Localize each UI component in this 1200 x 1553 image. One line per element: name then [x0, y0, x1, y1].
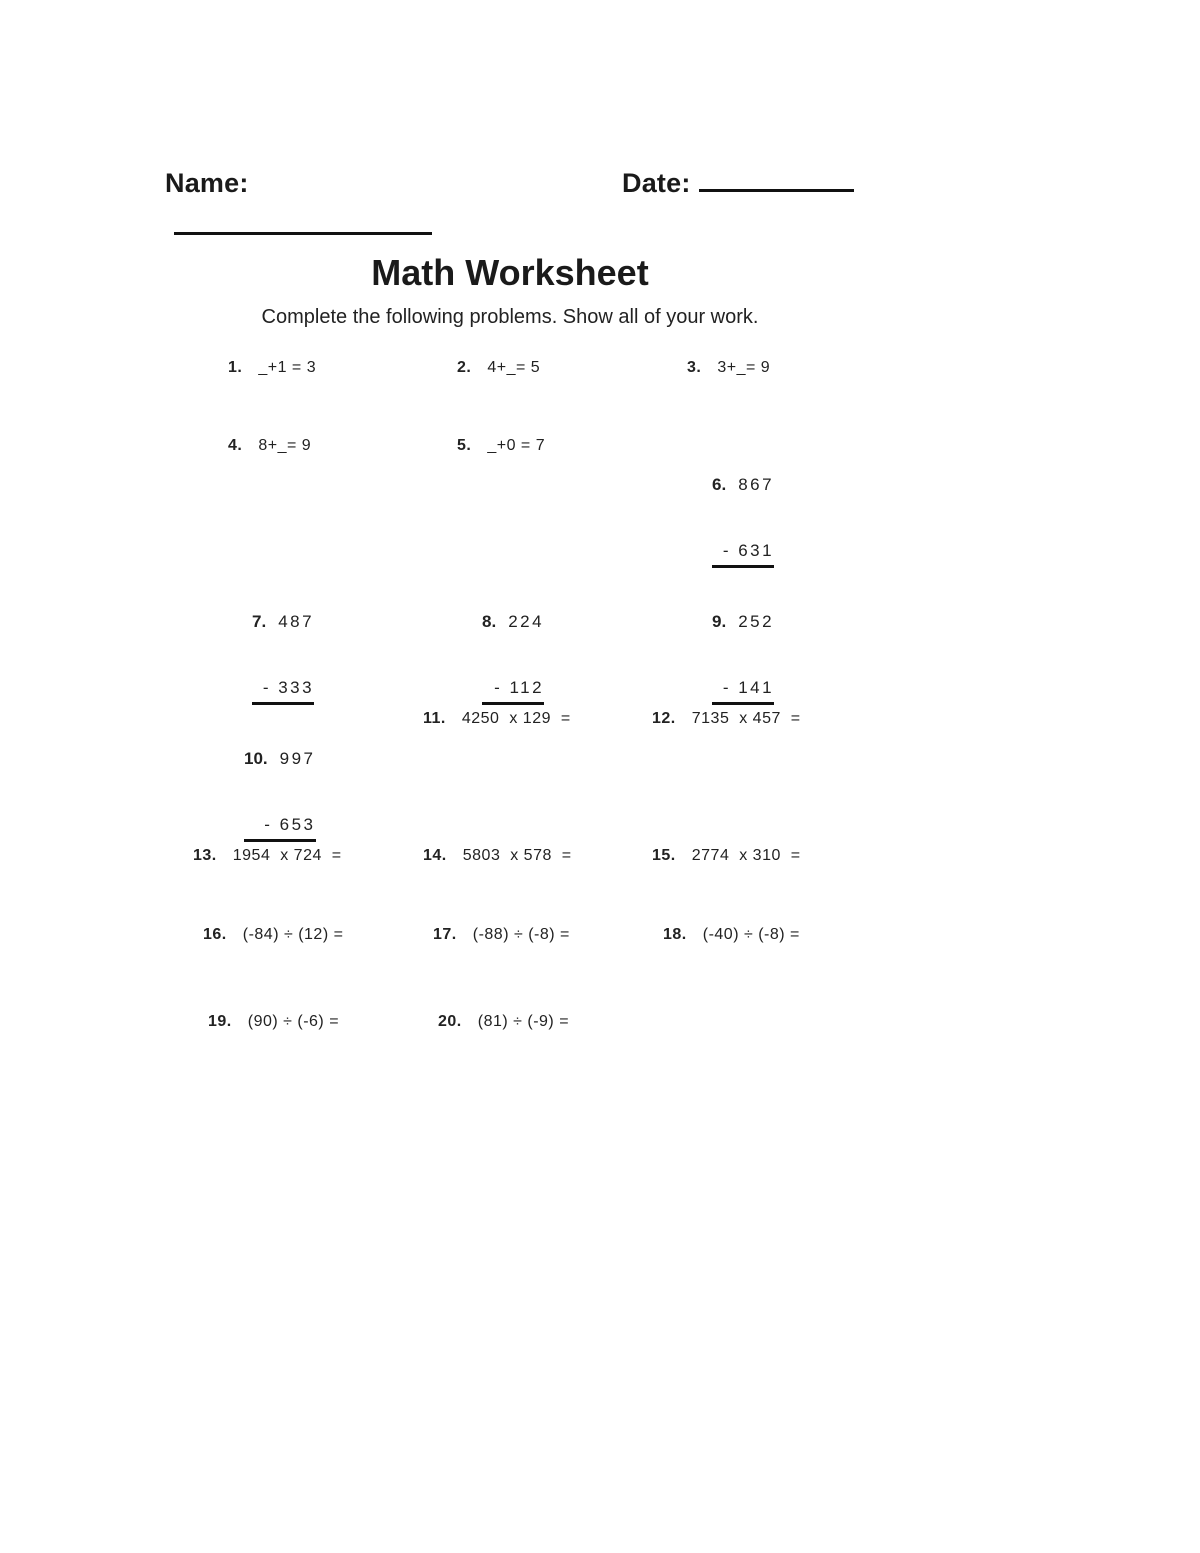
problem-1 — [228, 359, 316, 377]
problem-9 — [712, 572, 774, 725]
problem-bottom-number: - 141 — [712, 678, 774, 705]
problem-number: 13. — [193, 847, 217, 864]
worksheet-title: Math Worksheet — [371, 252, 649, 293]
problem-15 — [652, 847, 801, 865]
problem-16 — [203, 926, 343, 944]
problem-number: 9. — [712, 612, 727, 631]
problem-bottom-number: - 112 — [482, 678, 544, 705]
problem-11 — [423, 710, 571, 728]
problem-bottom-number: - 333 — [252, 678, 314, 705]
problem-text: (90) ÷ (-6) = — [247, 1013, 340, 1030]
problem-14 — [423, 847, 572, 865]
problem-bottom-number: - 631 — [712, 541, 774, 568]
problem-13 — [193, 847, 342, 865]
problem-number: 10. — [244, 749, 268, 768]
problem-10 — [244, 709, 316, 862]
problem-number: 16. — [203, 926, 227, 943]
problem-text: 4250 x 129 = — [461, 710, 571, 727]
problem-number: 3. — [687, 359, 702, 376]
problem-text: (-40) ÷ (-8) = — [702, 926, 800, 943]
problem-text: 8+_= 9 — [258, 437, 312, 454]
problem-text: 4+_= 5 — [487, 359, 541, 376]
instructions: Complete the following problems. Show all of your work. — [261, 306, 759, 328]
problem-20 — [438, 1013, 569, 1031]
problem-5 — [457, 437, 545, 455]
problem-19 — [208, 1013, 339, 1031]
problem-number: 2. — [457, 359, 472, 376]
problem-number: 20. — [438, 1013, 462, 1030]
problem-text: _+0 = 7 — [487, 437, 546, 454]
problem-number: 15. — [652, 847, 676, 864]
problem-2 — [457, 359, 540, 377]
problem-8 — [482, 572, 544, 725]
problem-3 — [687, 359, 770, 377]
problem-text: 3+_= 9 — [717, 359, 771, 376]
date-label: Date: — [622, 168, 691, 198]
problem-top-number: 867 — [738, 475, 775, 494]
date-blank-line[interactable] — [699, 189, 854, 192]
problem-4 — [228, 437, 311, 455]
problem-text: 5803 x 578 = — [462, 847, 572, 864]
problem-text: (-84) ÷ (12) = — [242, 926, 344, 943]
problem-text: _+1 = 3 — [258, 359, 317, 376]
problem-number: 12. — [652, 710, 676, 727]
problem-number: 6. — [712, 475, 727, 494]
name-label: Name: — [165, 168, 249, 198]
problem-text: 1954 x 724 = — [232, 847, 342, 864]
problem-number: 18. — [663, 926, 687, 943]
problem-text: (-88) ÷ (-8) = — [472, 926, 570, 943]
problem-number: 11. — [423, 710, 446, 727]
problem-12 — [652, 710, 801, 728]
problem-6 — [712, 435, 774, 588]
problem-top-number: 252 — [738, 612, 775, 631]
problem-text: 2774 x 310 = — [691, 847, 801, 864]
problem-number: 5. — [457, 437, 472, 454]
problem-18 — [663, 926, 800, 944]
name-blank-line[interactable] — [174, 232, 432, 235]
problem-17 — [433, 926, 570, 944]
problem-7 — [252, 572, 314, 725]
problem-number: 1. — [228, 359, 243, 376]
problem-number: 8. — [482, 612, 497, 631]
problem-text: (81) ÷ (-9) = — [477, 1013, 570, 1030]
problem-top-number: 997 — [279, 749, 316, 768]
problem-number: 4. — [228, 437, 243, 454]
problem-number: 14. — [423, 847, 447, 864]
problem-text: 7135 x 457 = — [691, 710, 801, 727]
problem-bottom-number: - 653 — [244, 815, 316, 842]
problem-top-number: 487 — [278, 612, 315, 631]
problem-number: 19. — [208, 1013, 232, 1030]
problem-number: 7. — [252, 612, 267, 631]
problem-number: 17. — [433, 926, 457, 943]
problem-top-number: 224 — [508, 612, 545, 631]
